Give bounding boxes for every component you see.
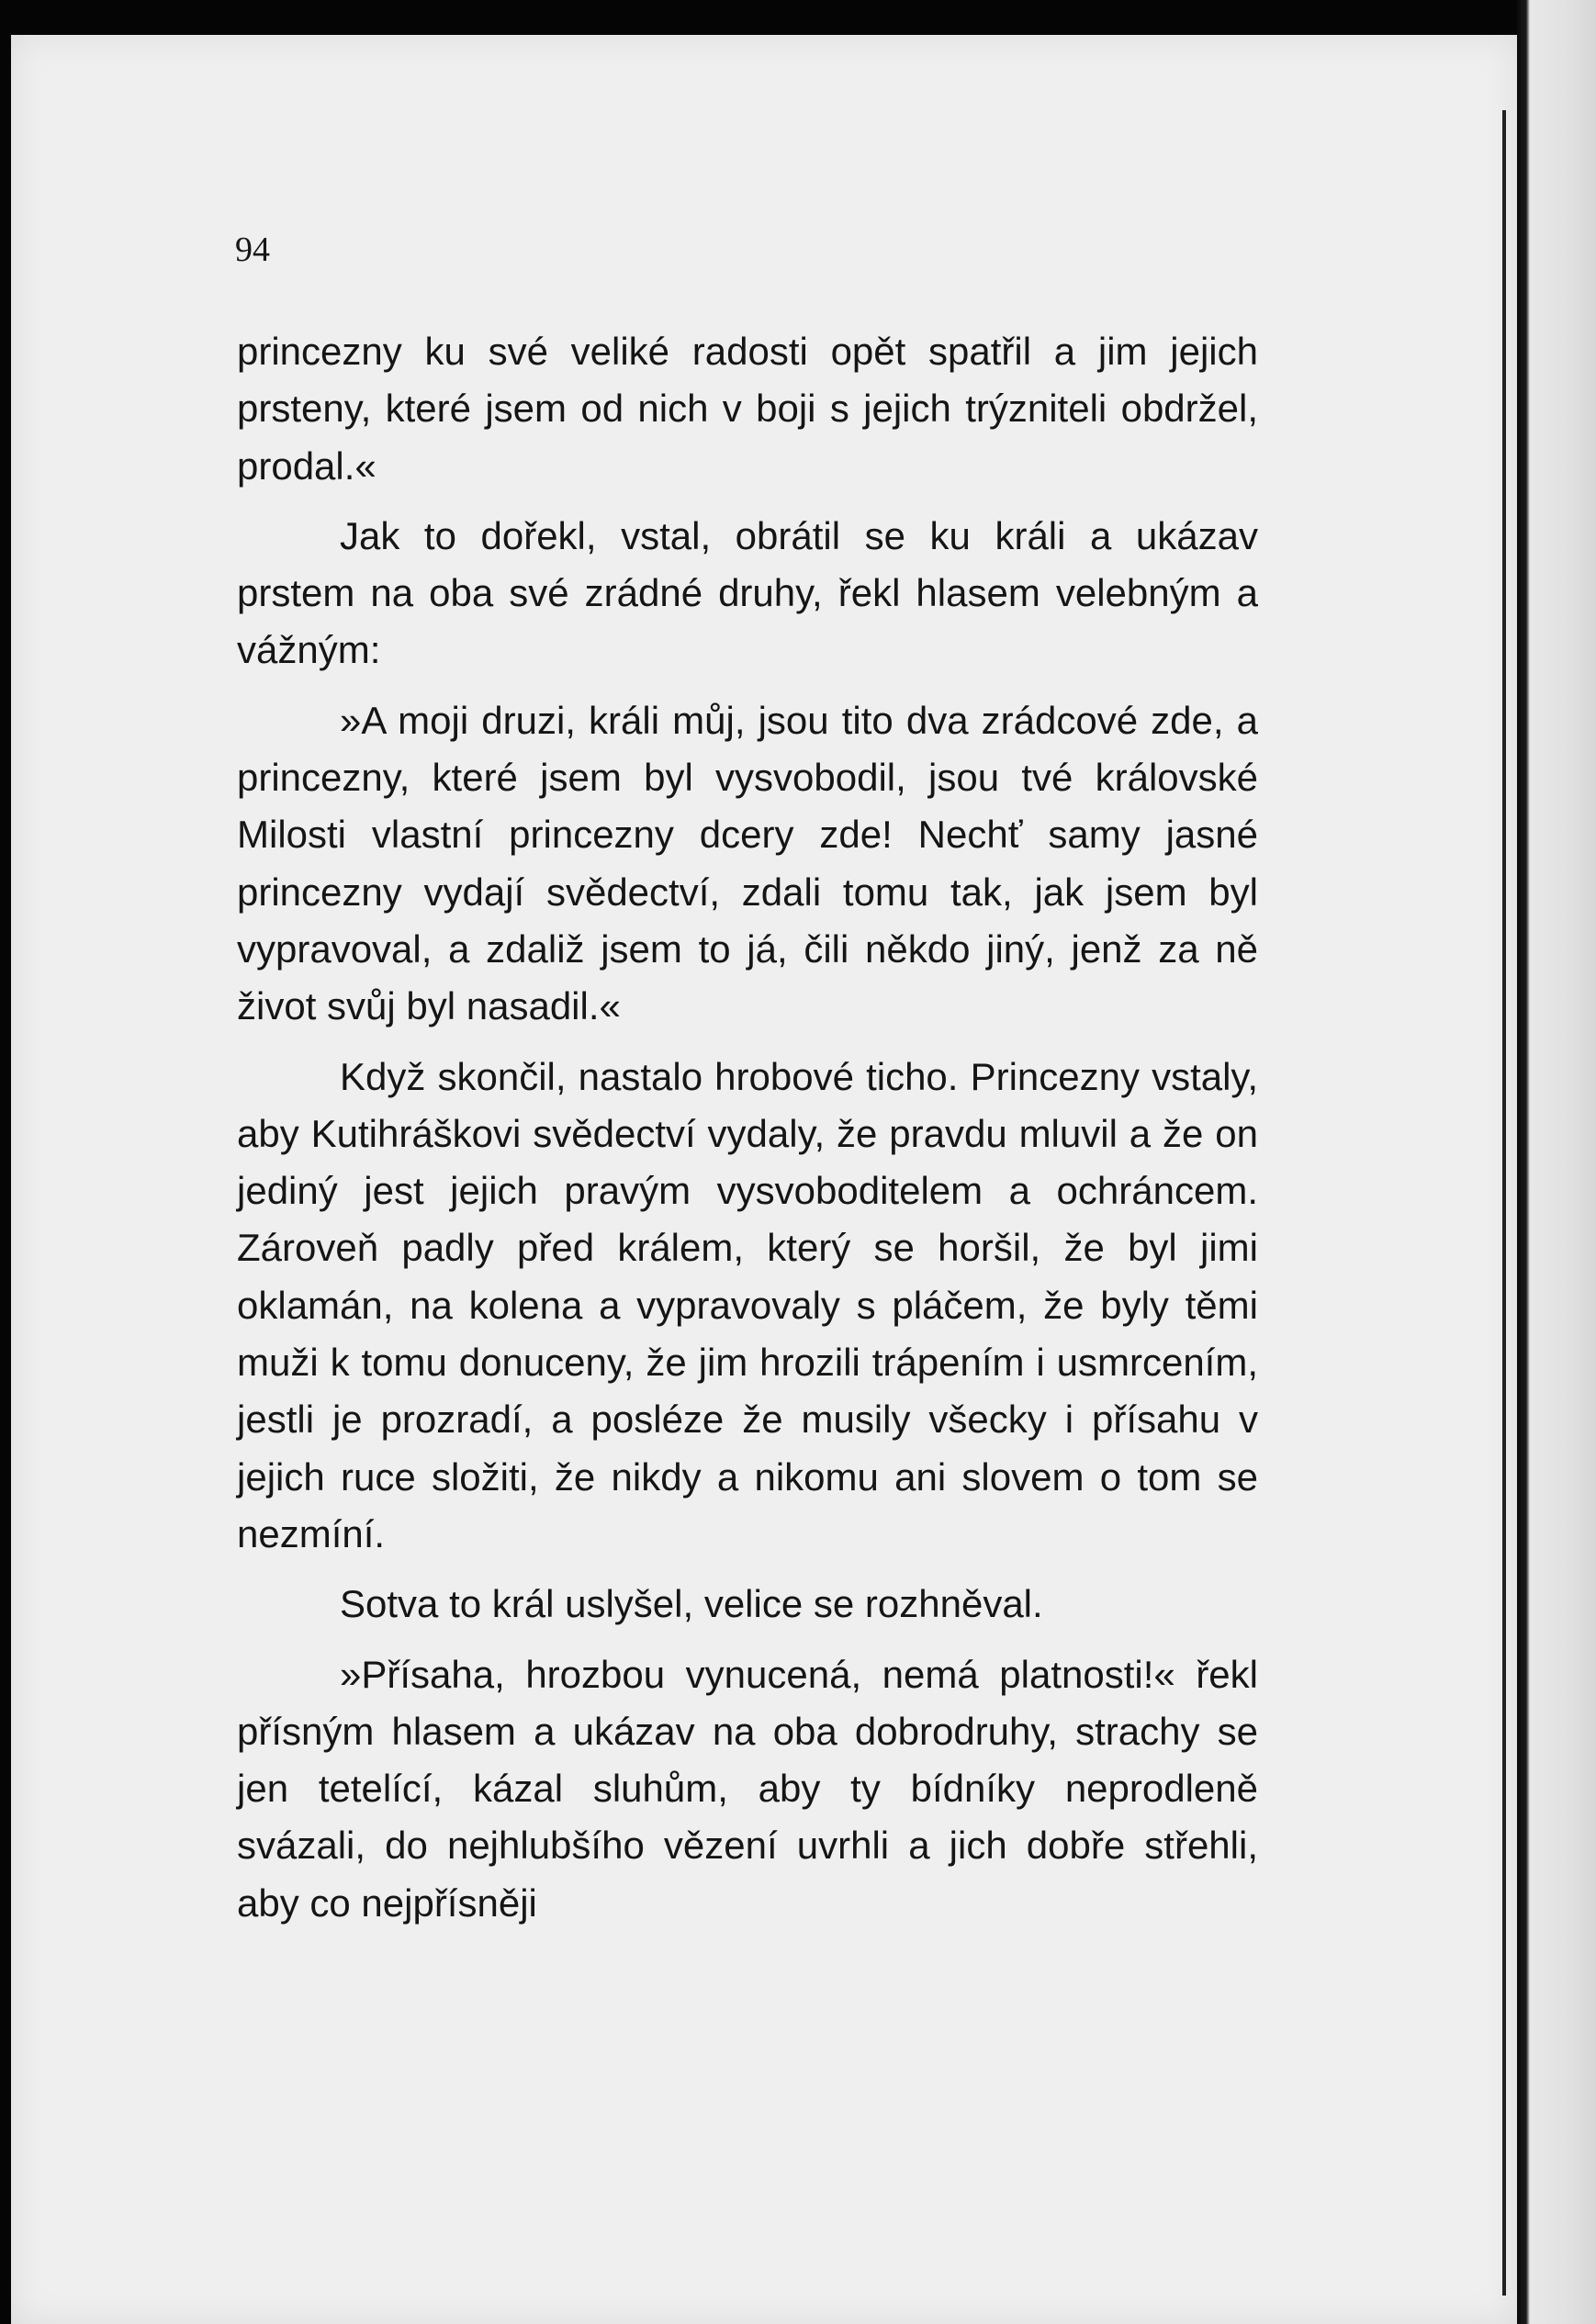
body-text: [237, 323, 1258, 1945]
paragraph: Když skončil, nastalo hrobové ticho. Princezny vstaly, aby Kutihráškovi svědectví vydaly, že pravdu mluvil a že on jediný jest jejich pravým vysvoboditelem a ochráncem. Zároveň padly před králem, který se horšil, že byl jimi oklamán, na kolena a vypravovaly s pláčem, že byly těmi muži k tomu donuceny, že jim hrozili trápením i usmrcením, jestli je prozradí, a posléze že musily všecky i přísahu v jejich ruce složiti, že nikdy a nikomu ani slovem o tom se nezmíní.: [237, 1054, 1258, 1555]
paragraph: »A moji druzi, králi můj, jsou tito dva zrádcové zde, a princezny, které jsem byl vysvobodil, jsou tvé královské Milosti vlastní princezny dcery zde! Nechť samy jasné princezny vydají svědectví, zdali tomu tak, jak jsem byl vypravoval, a zdaliž jsem to já, čili někdo jiný, jenž za ně život svůj byl nasadil.«: [237, 698, 1258, 1028]
paragraph: Jak to dořekl, vstal, obrátil se ku králi a ukázav prstem na oba své zrádné druhy, řekl hlasem velebným a vážným:: [237, 513, 1258, 672]
paragraph: Sotva to král uslyšel, velice se rozhněval.: [340, 1582, 1043, 1626]
adjacent-page-edge: [1517, 0, 1596, 2324]
page-number: 94: [235, 230, 270, 269]
paragraph: »Přísaha, hrozbou vynucená, nemá platnosti!« řekl přísným hlasem a ukázav na oba dobrodruhy, strachy se jen tetelící, kázal sluhům, aby ty bídníky neprodleně svázali, do nejhlubšího vězení uvrhli a jich dobře střehli, aby co nejpřísněji: [237, 1652, 1258, 1925]
paragraph-continuation: princezny ku své veliké radosti opět spatřil a jim jejich prsteny, které jsem od nich v boji s jejich trýzniteli obdržel, prodal.«: [237, 330, 1258, 488]
page-edge-shadow: [1502, 110, 1506, 2296]
